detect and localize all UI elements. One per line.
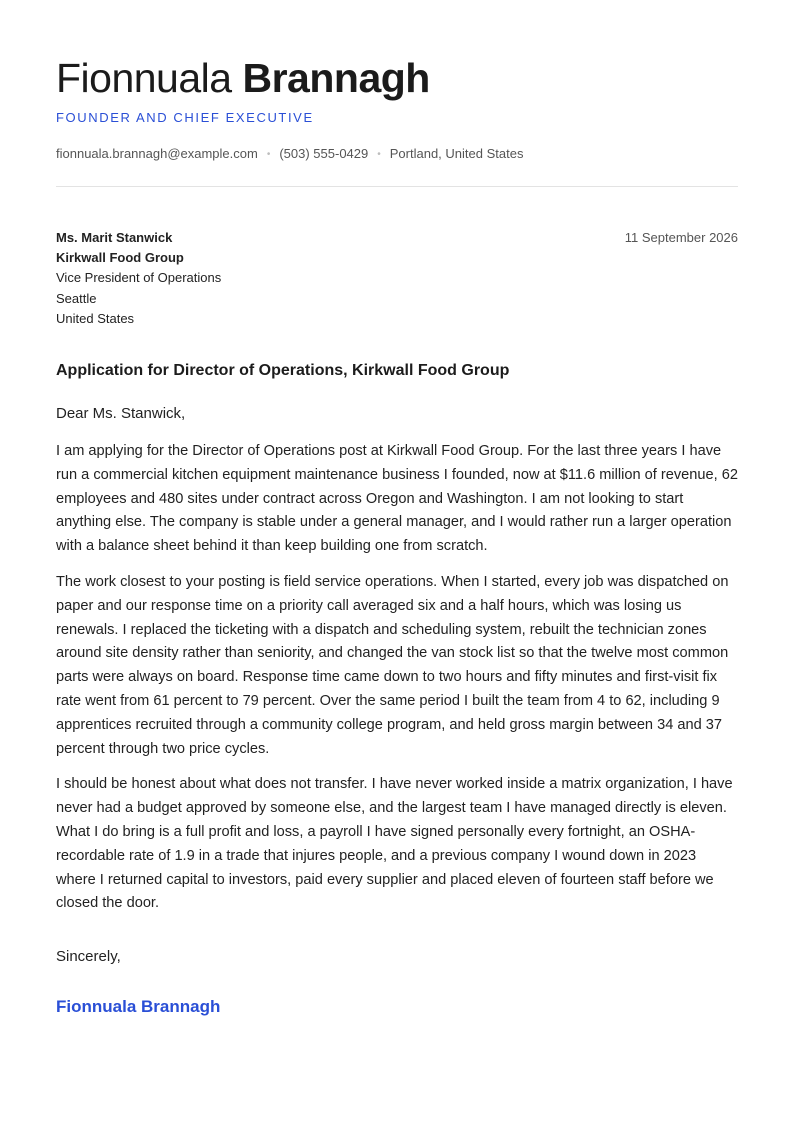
letter-salutation: Dear Ms. Stanwick, bbox=[56, 405, 186, 422]
contact-separator: • bbox=[266, 149, 271, 160]
header-divider bbox=[56, 186, 738, 187]
recipient-role: Vice President of Operations bbox=[56, 270, 222, 286]
sender-last-name: Brannagh bbox=[242, 55, 430, 101]
contact-location: Portland, United States bbox=[389, 146, 524, 161]
contact-email: fionnuala.brannagh@example.com bbox=[56, 146, 258, 161]
sender-first-name: Fionnuala bbox=[56, 55, 232, 101]
body-paragraph: The work closest to your posting is field service operations. When I started, every job was dispatched on paper and our response time on a priority call averaged six and a half hours, which was losing us renewals. I replaced the ticketing with a dispatch and scheduling system, rebuilt the technician zones around site density rather than seniority, and changed the van stock list so that the twelve most common parts were always on board. Response time came down to two hours and fifty minutes and first-visit fix rate went from 61 percent to 79 percent. Over the same period I built the team from 4 to 62, including 9 apprentices recruited through a community college program, and held gross margin between 34 and 37 percent through two price cycles. bbox=[56, 573, 729, 757]
recipient-country: United States bbox=[56, 310, 135, 326]
letter-date: 11 September 2026 bbox=[624, 230, 738, 245]
sender-name bbox=[56, 54, 430, 102]
recipient-block bbox=[56, 228, 221, 329]
body-paragraph: I should be honest about what does not transfer. I have never worked inside a matrix organization, I have never had a budget approved by someone else, and the largest team I have managed directly is eleven. What I do bring is a full profit and loss, a payroll I have signed personally every fortnight, an OSHA-recordable rate of 1.9 in a trade that injures people, and a previous company I wound down in 2023 where I returned capital to investors, paid every supplier and placed eleven of fourteen staff before we closed the door. bbox=[56, 776, 733, 912]
contact-line bbox=[56, 146, 523, 161]
body-paragraph: I am applying for the Director of Operations post at Kirkwall Food Group. For the last three years I have run a commercial kitchen equipment maintenance business I founded, now at $11.6 million of revenue, 62 employees and 480 sites under contract across Oregon and Washington. I am not looking to start anything else. The company is stable under a general manager, and I would rather run a larger operation with a balance sheet behind it than keep building one from scratch. bbox=[56, 443, 738, 555]
recipient-company: Kirkwall Food Group bbox=[56, 250, 184, 266]
letter-closing: Sincerely, bbox=[56, 948, 121, 965]
letter-body bbox=[56, 440, 738, 928]
recipient-name: Ms. Marit Stanwick bbox=[56, 230, 173, 245]
contact-phone: (503) 555-0429 bbox=[279, 146, 369, 161]
sender-job-title: FOUNDER AND CHIEF EXECUTIVE bbox=[56, 110, 314, 125]
letter-signature: Fionnuala Brannagh bbox=[56, 997, 221, 1016]
recipient-city: Seattle bbox=[56, 290, 97, 306]
letter-subject: Application for Director of Operations, Kirkwall Food Group bbox=[56, 362, 510, 379]
contact-separator: • bbox=[377, 149, 381, 160]
